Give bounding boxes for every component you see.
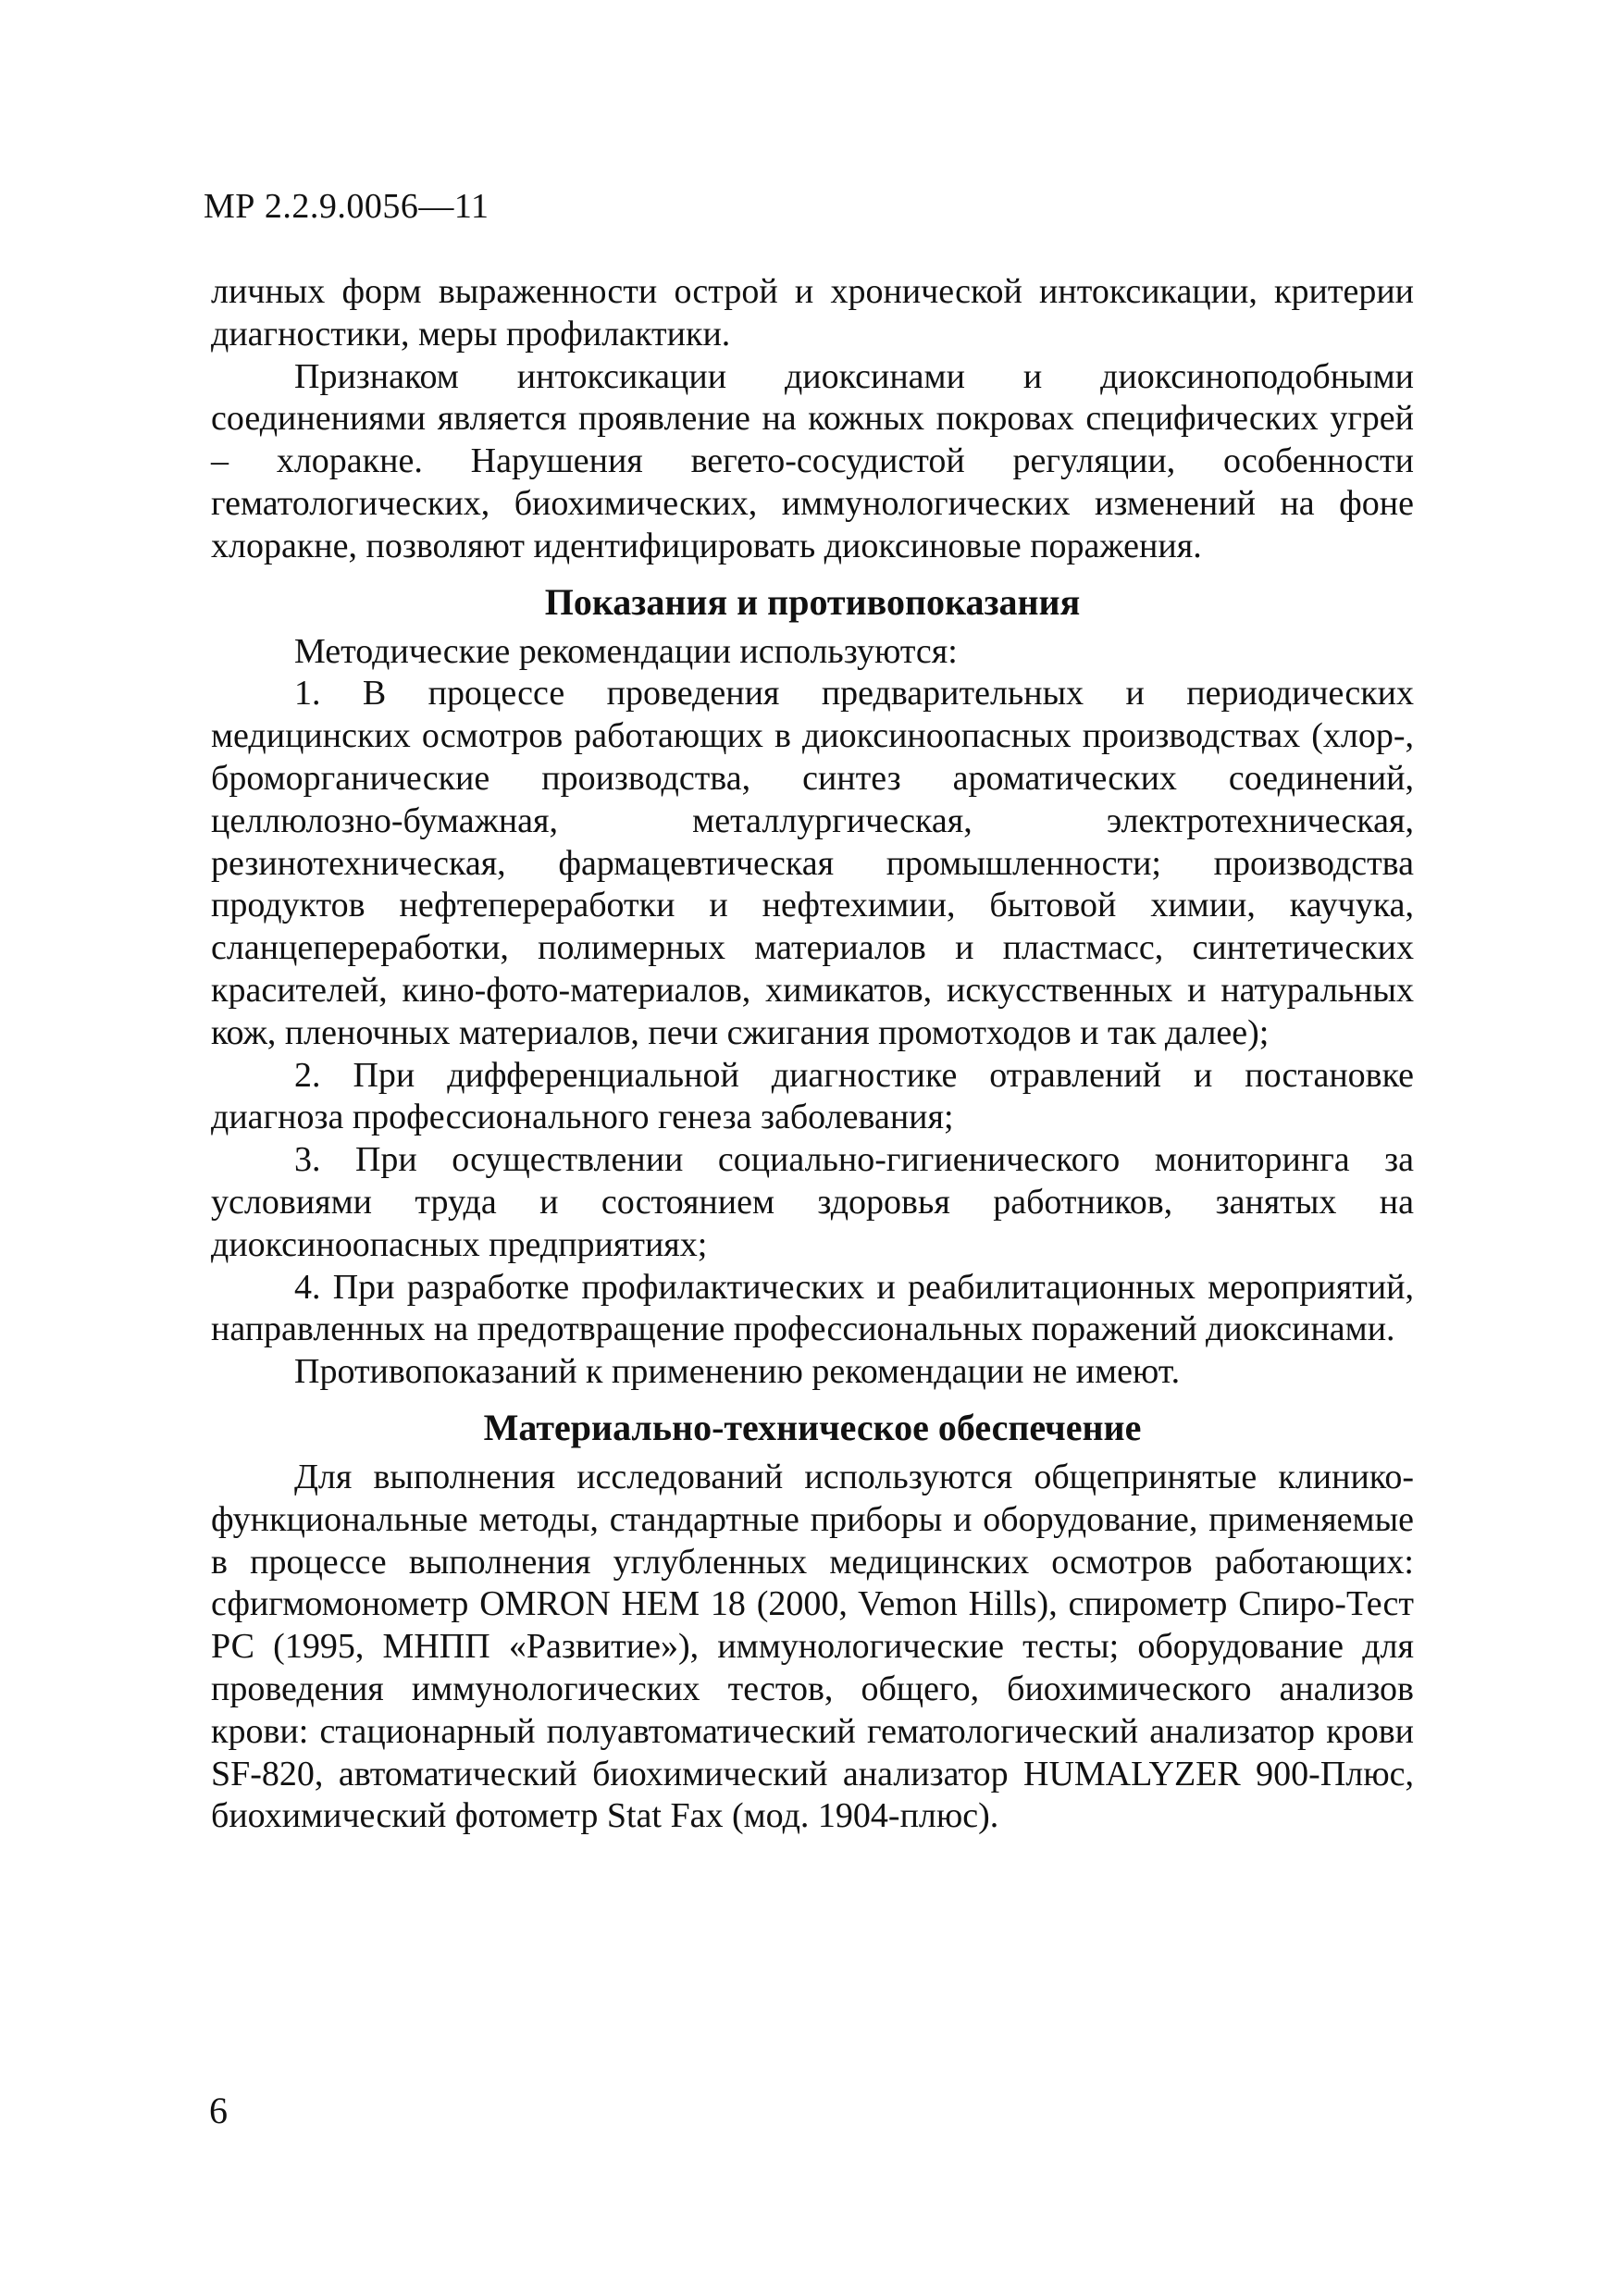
section-heading-indications: Показания и противопоказания [544,580,1081,623]
page-number: 6 [209,2090,228,2131]
section-intro: Методические рекомендации используются: [294,631,958,671]
section-heading-equipment: Материально-техническое обеспечение [483,1406,1142,1448]
list-item: 3. При осуществлении социально-гигиенического мониторинга за условиями труда и состоянием здоровья работников, занятых на диоксиноопасных предприятиях; [211,1140,1414,1264]
list-item: 1. В процессе проведения предварительных и периодических медицинских осмотров работающих в диоксиноопасных производствах (хлор-, броморганические производства, синтез ароматических соединений, целлюлозно-бумажная, металлургическая, электротехническая, резинотехническая, фармацевтическая промышленности; производства продуктов нефтепереработки и нефтехимии, бытовой химии, каучука, сланцепереработки, полимерных материалов и пластмасс, синтетических красителей, кино-фото-материалов, химикатов, искусственных и натуральных кож, пленочных материалов, печи сжигания промотходов и так далее); [211,674,1414,1052]
body-paragraph: личных форм выраженности острой и хронической интоксикации, критерии диагностики, меры профилактики. [211,272,1414,354]
list-item: 4. При разработке профилактических и реабилитационных мероприятий, направленных на предотвращение профессиональных поражений диоксинами. [211,1267,1414,1349]
document-code-header: МР 2.2.9.0056—11 [204,187,489,226]
body-paragraph: Признаком интоксикации диоксинами и диоксиноподобными соединениями является проявление на кожных покровах специфических угрей – хлоракне. Нарушения вегето-сосудистой регуляции, особенности гематологических, биохимических, иммунологических изменений на фоне хлоракне, позволяют идентифицировать диоксиновые поражения. [211,356,1414,565]
list-item: 2. При дифференциальной диагностике отравлений и постановке диагноза профессионального генеза заболевания; [211,1055,1414,1137]
body-paragraph: Для выполнения исследований используются общепринятые клинико-функциональные методы, стандартные приборы и оборудование, применяемые в процессе выполнения углубленных медицинских осмотров работающих: сфигмомонометр OMRON HEM 18 (2000, Vemon Hills), спирометр Спиро-Тест РС (1995, МНПП «Развитие»), иммунологические тесты; оборудование для проведения иммунологических тестов, общего, биохимического анализов крови: стационарный полуавтоматический гематологический анализатор крови SF-820, автоматический биохимический анализатор HUMALYZER 900-Плюс, биохимический фотометр Stat Fax (мод. 1904-плюс). [211,1457,1414,1836]
page-body [211,271,1414,1838]
contraindications-note: Противопоказаний к применению рекомендации не имеют. [294,1352,1181,1392]
